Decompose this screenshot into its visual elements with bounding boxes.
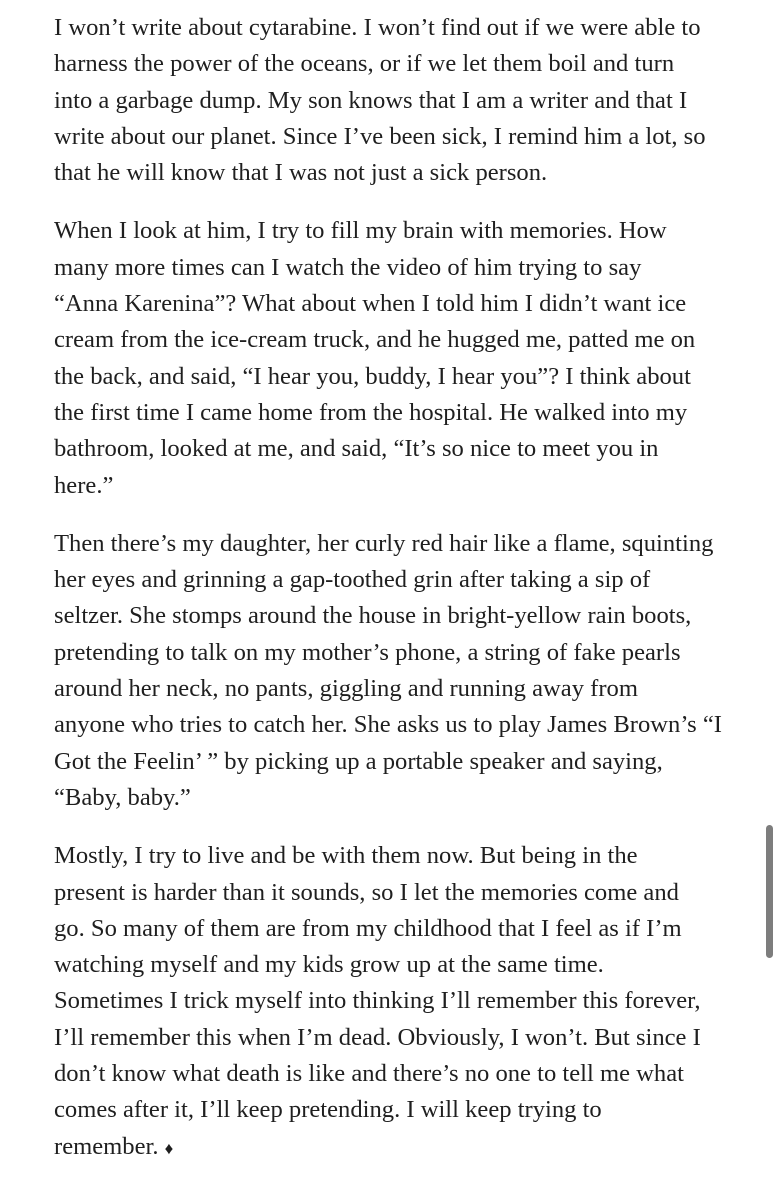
text-line: the back, and said, “I hear you, buddy, I hear you”? I think about — [54, 362, 691, 390]
text-line: into a garbage dump. My son knows that I am a writer and that I — [54, 86, 688, 114]
text-line: many more times can I watch the video of him trying to say — [54, 253, 642, 281]
text-line: “Anna Karenina”? What about when I told him I didn’t want ice — [54, 290, 687, 318]
text-line: Sometimes I trick myself into thinking I’ll remember this forever, — [54, 987, 701, 1015]
text-line: I won’t write about cytarabine. I won’t find out if we were able to — [54, 14, 701, 41]
text-line: her eyes and grinning a gap-toothed grin after taking a sip of — [54, 566, 651, 594]
text-line-last — [54, 1129, 744, 1167]
paragraph — [54, 838, 744, 1167]
paragraph — [54, 526, 744, 816]
text-line: the first time I came home from the hospital. He walked into my — [54, 398, 688, 426]
text-line: seltzer. She stomps around the house in bright-yellow rain boots, — [54, 602, 692, 630]
text-line: Then there’s my daughter, her curly red hair like a flame, squinting — [54, 529, 714, 557]
text-line: bathroom, looked at me, and said, “It’s so nice to meet you in — [54, 435, 659, 463]
text-line: don’t know what death is like and there’s no one to tell me what — [54, 1060, 684, 1088]
text-line: cream from the ice-cream truck, and he hugged me, patted me on — [54, 326, 696, 354]
text-line: I’ll remember this when I’m dead. Obviously, I won’t. But since I — [54, 1023, 701, 1051]
text-line: “Baby, baby.” — [54, 783, 191, 811]
text-line: here.” — [54, 471, 114, 499]
text-line: that he will know that I was not just a sick person. — [54, 159, 548, 187]
paragraph — [54, 213, 744, 503]
text-line: present is harder than it sounds, so I let the memories come and — [54, 878, 679, 906]
text-line: watching myself and my kids grow up at the same time. — [54, 951, 604, 979]
vertical-scrollbar-thumb[interactable] — [766, 825, 773, 958]
text-line: Got the Feelin’ ” by picking up a portable speaker and saying, — [54, 747, 663, 775]
text-line: Mostly, I try to live and be with them now. But being in the — [54, 842, 638, 870]
text-line: remember. — [54, 1132, 159, 1160]
text-line: go. So many of them are from my childhood that I feel as if I’m — [54, 914, 682, 942]
paragraph — [54, 10, 744, 191]
text-line: around her neck, no pants, giggling and running away from — [54, 675, 638, 703]
text-line: anyone who tries to catch her. She asks us to play James Brown’s “I — [54, 711, 722, 739]
end-of-article-diamond-icon: ♦ — [164, 1138, 174, 1158]
text-line: write about our planet. Since I’ve been sick, I remind him a lot, so — [54, 122, 706, 150]
text-line: comes after it, I’ll keep pretending. I will keep trying to — [54, 1096, 602, 1124]
text-line: When I look at him, I try to fill my brain with memories. How — [54, 217, 667, 245]
text-line: harness the power of the oceans, or if we let them boil and turn — [54, 50, 675, 78]
text-line: pretending to talk on my mother’s phone, a string of fake pearls — [54, 638, 681, 666]
article-body — [54, 10, 744, 1189]
